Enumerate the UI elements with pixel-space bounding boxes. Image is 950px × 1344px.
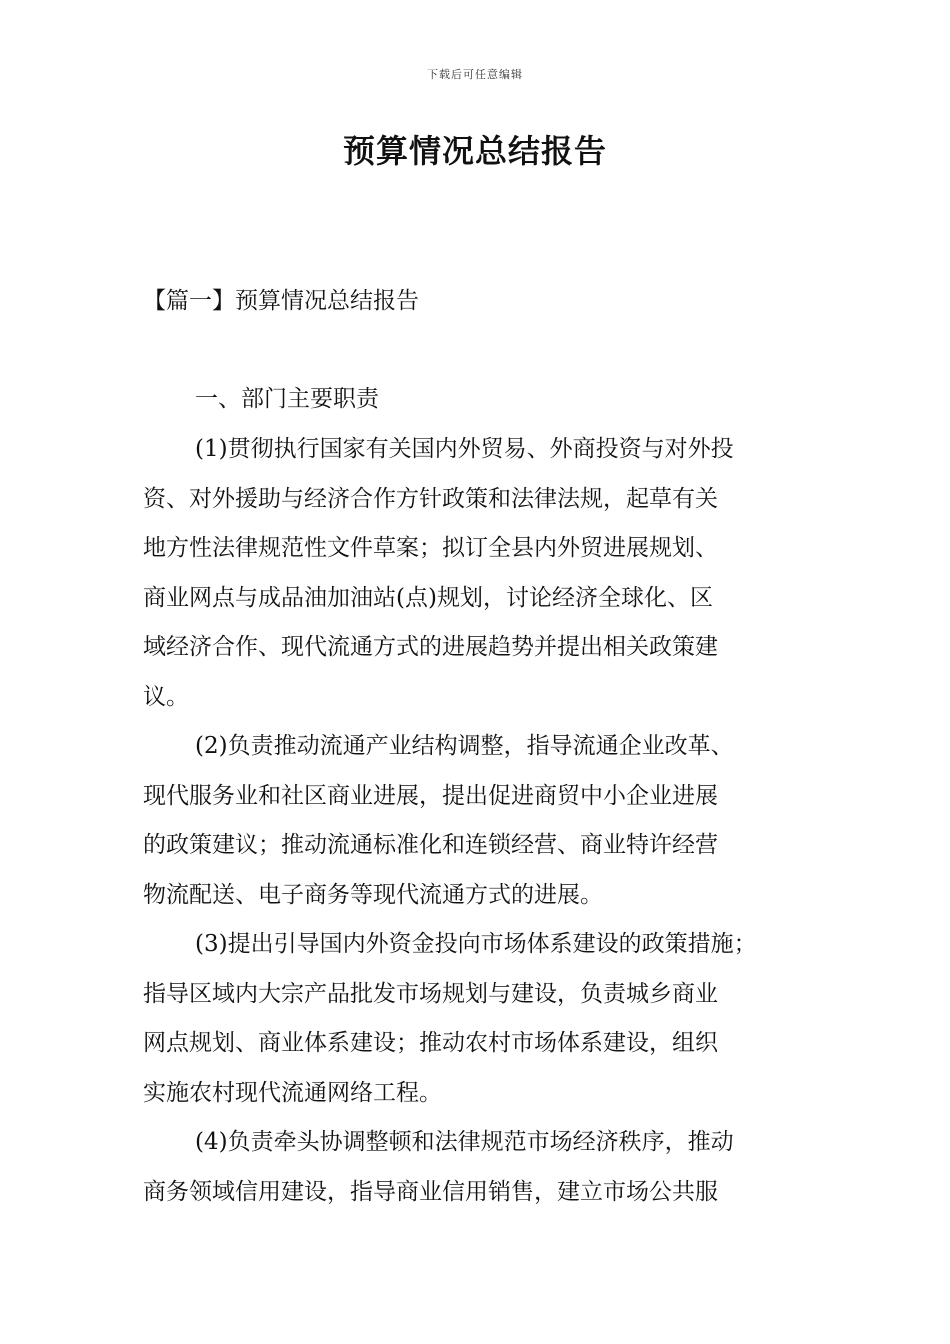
paragraph-line: 现代服务业和社区商业进展，提出促进商贸中小企业进展 bbox=[143, 782, 718, 809]
paragraph-line: 指导区域内大宗产品批发市场规划与建设，负责城乡商业 bbox=[143, 980, 718, 1007]
section-heading: 一、部门主要职责 bbox=[195, 386, 379, 412]
paragraph-line: 网点规划、商业体系建设；推动农村市场体系建设，组织 bbox=[143, 1030, 718, 1056]
paragraph-line: (2)负责推动流通产业结构调整，指导流通企业改革、 bbox=[195, 733, 734, 759]
paragraph-3 bbox=[143, 920, 823, 1118]
paragraph-line: (1)贯彻执行国家有关国内外贸易、外商投资与对外投 bbox=[195, 436, 734, 462]
document-body bbox=[143, 425, 823, 1217]
paragraph-line: 实施农村现代流通网络工程。 bbox=[143, 1079, 442, 1106]
paragraph-2 bbox=[143, 722, 823, 920]
article-heading: 【篇一】预算情况总结报告 bbox=[143, 288, 419, 314]
download-watermark: 下载后可任意编辑 bbox=[427, 68, 523, 81]
paragraph-line: (4)负责牵头协调整顿和法律规范市场经济秩序，推动 bbox=[195, 1129, 734, 1155]
paragraph-line: 资、对外援助与经济合作方针政策和法律法规，起草有关 bbox=[143, 485, 718, 512]
paragraph-line: 商务领域信用建设，指导商业信用销售，建立市场公共服 bbox=[143, 1178, 718, 1205]
paragraph-4 bbox=[143, 1118, 823, 1217]
paragraph-line: 商业网点与成品油加油站(点)规划，讨论经济全球化、区 bbox=[143, 584, 713, 611]
paragraph-line: 域经济合作、现代流通方式的进展趋势并提出相关政策建 bbox=[143, 634, 718, 660]
paragraph-line: 地方性法律规范性文件草案；拟订全县内外贸进展规划、 bbox=[143, 535, 718, 561]
paragraph-line: 的政策建议；推动流通标准化和连锁经营、商业特许经营 bbox=[143, 832, 718, 858]
paragraph-line: 物流配送、电子商务等现代流通方式的进展。 bbox=[143, 881, 603, 908]
paragraph-line: (3)提出引导国内外资金投向市场体系建设的政策措施； bbox=[195, 931, 757, 957]
paragraph-1 bbox=[143, 425, 823, 722]
paragraph-line: 议。 bbox=[143, 683, 189, 710]
document-title: 预算情况总结报告 bbox=[342, 132, 607, 170]
